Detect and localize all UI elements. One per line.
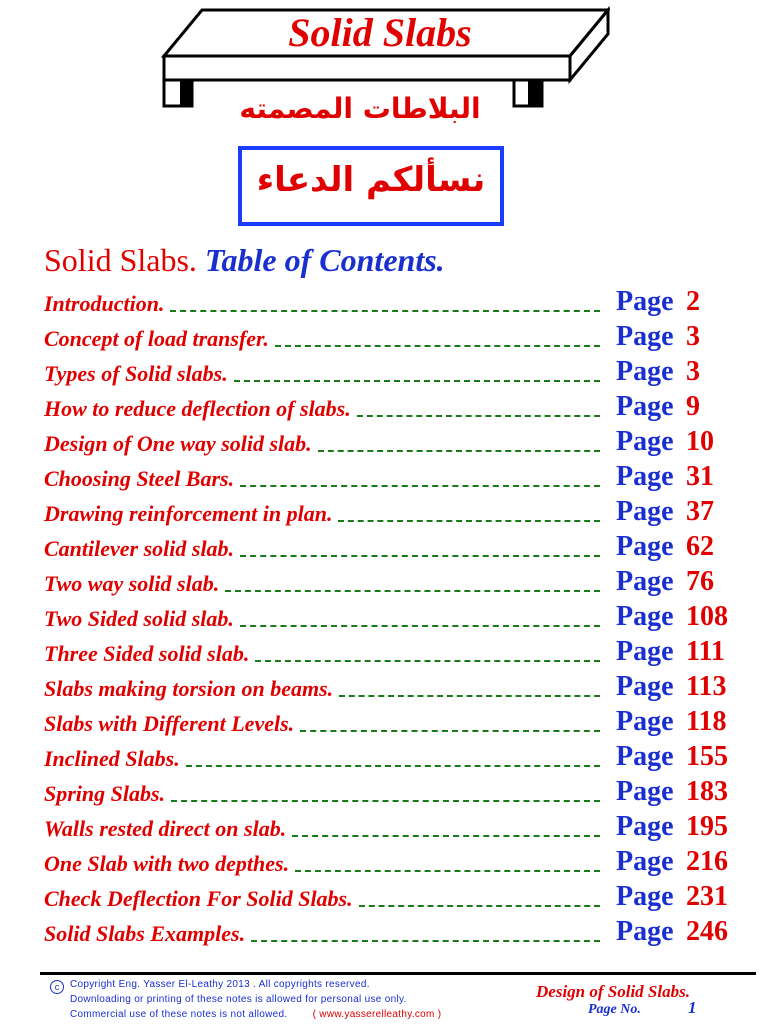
- toc-entry-title: Spring Slabs.: [44, 781, 166, 806]
- toc-entry-title: Solid Slabs Examples.: [44, 921, 246, 946]
- toc-entry-title: Check Deflection For Solid Slabs.: [44, 886, 353, 911]
- toc-heading-title: Table of Contents.: [204, 242, 445, 278]
- toc-page-number: 76: [686, 566, 714, 597]
- toc-leader-dashes: [171, 800, 600, 802]
- toc-row[interactable]: [44, 498, 744, 533]
- toc-row[interactable]: [44, 568, 744, 603]
- toc-entry-title: Two way solid slab.: [44, 571, 220, 596]
- toc-entry-title: Inclined Slabs.: [44, 746, 180, 771]
- toc-page-label: Page: [616, 881, 674, 912]
- toc-entry-title: Slabs making torsion on beams.: [44, 676, 334, 701]
- toc-page-number: 108: [686, 601, 728, 632]
- toc-page-number: 118: [686, 706, 727, 737]
- toc-entry-title: Introduction.: [44, 291, 165, 316]
- toc-leader-dashes: [240, 555, 600, 557]
- toc-entry-title: Types of Solid slabs.: [44, 361, 228, 386]
- toc-row[interactable]: [44, 393, 744, 428]
- page-no-label: Page No.: [588, 1002, 641, 1017]
- toc-entry-title: Slabs with Different Levels.: [44, 711, 295, 736]
- footer-commercial-note: [70, 1009, 441, 1020]
- toc-row[interactable]: [44, 288, 744, 323]
- arabic-subtitle: البلاطات المصمته: [239, 92, 481, 125]
- toc-leader-dashes: [275, 345, 600, 347]
- toc-page-number: 183: [686, 776, 728, 807]
- toc-page-number: 3: [686, 321, 700, 352]
- toc-page-number: 62: [686, 531, 714, 562]
- toc-row[interactable]: [44, 778, 744, 813]
- toc-entry-title: Two Sided solid slab.: [44, 606, 234, 631]
- toc-page-label: Page: [616, 811, 674, 842]
- toc-entry-title: Design of One way solid slab.: [44, 431, 312, 456]
- toc-page-number: 3: [686, 356, 700, 387]
- toc-page-number: 216: [686, 846, 728, 877]
- footer-commercial-text: Commercial use of these notes is not allowed.: [70, 1009, 288, 1020]
- toc-page-label: Page: [616, 706, 674, 737]
- toc-leader-dashes: [295, 870, 600, 872]
- toc-entry-title: Cantilever solid slab.: [44, 536, 235, 561]
- toc-row[interactable]: [44, 533, 744, 568]
- toc-leader-dashes: [186, 765, 600, 767]
- toc-page-number: 31: [686, 461, 714, 492]
- design-title: Design of Solid Slabs.: [536, 982, 690, 1001]
- toc-row[interactable]: [44, 918, 744, 953]
- toc-page-label: Page: [616, 461, 674, 492]
- toc-leader-dashes: [318, 450, 600, 452]
- toc-leader-dashes: [240, 485, 600, 487]
- toc-row[interactable]: [44, 813, 744, 848]
- toc-leader-dashes: [251, 940, 600, 942]
- toc-page-label: Page: [616, 566, 674, 597]
- footer-download-note: Downloading or printing of these notes is allowed for personal use only.: [70, 994, 407, 1005]
- footer-divider: [40, 972, 756, 975]
- toc-leader-dashes: [357, 415, 600, 417]
- toc-leader-dashes: [359, 905, 600, 907]
- toc-entry-title: How to reduce deflection of slabs.: [44, 396, 351, 421]
- toc-page-label: Page: [616, 916, 674, 947]
- toc-leader-dashes: [300, 730, 600, 732]
- toc-page-number: 2: [686, 286, 700, 317]
- toc-entry-title: One Slab with two depthes.: [44, 851, 290, 876]
- toc-page-number: 231: [686, 881, 728, 912]
- toc-entry-title: Concept of load transfer.: [44, 326, 269, 351]
- toc-heading: [44, 242, 445, 279]
- toc-row[interactable]: [44, 743, 744, 778]
- toc-entry-title: Choosing Steel Bars.: [44, 466, 235, 491]
- toc-leader-dashes: [170, 310, 600, 312]
- toc-page-label: Page: [616, 286, 674, 317]
- toc-row[interactable]: [44, 848, 744, 883]
- toc-page-number: 111: [686, 636, 725, 667]
- toc-page-label: Page: [616, 671, 674, 702]
- dua-text: نسألكم الدعاء: [256, 160, 486, 200]
- toc-row[interactable]: [44, 673, 744, 708]
- toc-page-label: Page: [616, 321, 674, 352]
- toc-row[interactable]: [44, 323, 744, 358]
- toc-page-label: Page: [616, 846, 674, 877]
- toc-leader-dashes: [225, 590, 600, 592]
- toc-leader-dashes: [292, 835, 600, 837]
- toc-page-label: Page: [616, 636, 674, 667]
- dua-box: [238, 146, 504, 226]
- toc-row[interactable]: [44, 883, 744, 918]
- toc-page-number: 113: [686, 671, 727, 702]
- footer-copyright: Copyright Eng. Yasser El-Leathy 2013 . All copyrights reserved.: [70, 979, 370, 990]
- toc-page-number: 155: [686, 741, 728, 772]
- toc-entry-title: Drawing reinforcement in plan.: [44, 501, 333, 526]
- toc-page-label: Page: [616, 426, 674, 457]
- toc-page-number: 10: [686, 426, 714, 457]
- toc-page-number: 9: [686, 391, 700, 422]
- toc-leader-dashes: [339, 695, 600, 697]
- footer-url[interactable]: ( www.yasserelleathy.com ): [312, 1009, 442, 1020]
- toc-page-label: Page: [616, 741, 674, 772]
- toc-leader-dashes: [240, 625, 600, 627]
- toc-row[interactable]: [44, 463, 744, 498]
- toc-page-label: Page: [616, 776, 674, 807]
- copyright-icon: c: [50, 980, 64, 994]
- toc-leader-dashes: [338, 520, 600, 522]
- toc-page-label: Page: [616, 601, 674, 632]
- toc-page-label: Page: [616, 356, 674, 387]
- logo-title: Solid Slabs: [288, 10, 472, 55]
- toc-page-number: 37: [686, 496, 714, 527]
- toc-row[interactable]: [44, 603, 744, 638]
- toc-leader-dashes: [255, 660, 600, 662]
- toc-entry-title: Three Sided solid slab.: [44, 641, 250, 666]
- toc-heading-subject: Solid Slabs.: [44, 242, 197, 278]
- toc-entry-title: Walls rested direct on slab.: [44, 816, 287, 841]
- toc-row[interactable]: [44, 638, 744, 673]
- toc-leader-dashes: [234, 380, 600, 382]
- toc-row[interactable]: [44, 708, 744, 743]
- toc-page-number: 195: [686, 811, 728, 842]
- toc-row[interactable]: [44, 358, 744, 393]
- page-no-value: 1: [688, 998, 697, 1017]
- toc-page-number: 246: [686, 916, 728, 947]
- toc-page-label: Page: [616, 531, 674, 562]
- toc-page-label: Page: [616, 496, 674, 527]
- toc-row[interactable]: [44, 428, 744, 463]
- toc-page-label: Page: [616, 391, 674, 422]
